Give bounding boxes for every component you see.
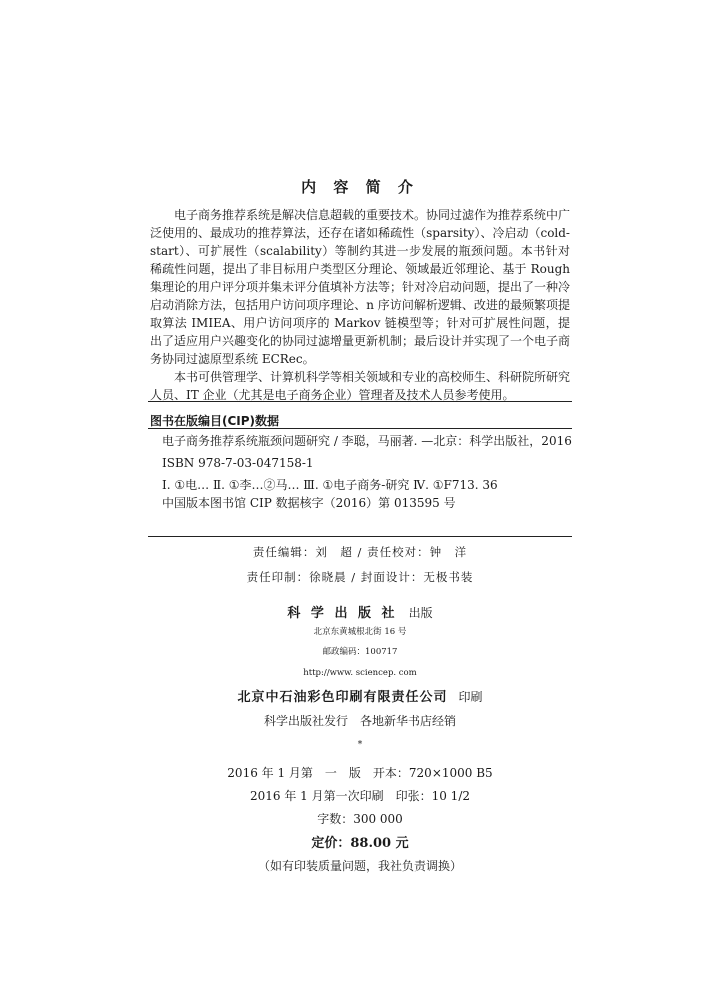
separator-asterisk: * — [357, 740, 363, 750]
distribution-line: 科学出版社发行 各地新华书店经销 — [263, 714, 456, 728]
cip-classification: Ⅰ. ①电… Ⅱ. ①李…②马… Ⅲ. ①电子商务-研究 Ⅳ. ①F713. 36 — [162, 478, 498, 492]
publisher-line — [0, 602, 720, 621]
divider-top — [148, 401, 572, 402]
printer-line — [0, 686, 720, 705]
cip-title-line: 电子商务推荐系统瓶颈问题研究 / 李聪，马丽著. —北京：科学出版社，2016 — [162, 434, 572, 448]
summary-paragraph-2: 本书可供管理学、计算机科学等相关领域和专业的高校师生、科研院所研究人员、IT 企业（尤其是电子商务企业）管理者及技术人员参考使用。 — [150, 370, 571, 402]
wordcount-line: 字数：300 000 — [317, 812, 403, 826]
cip-record-number: 中国版本图书馆 CIP 数据核字（2016）第 013595 号 — [162, 496, 456, 510]
printer-action: 印刷 — [458, 690, 483, 704]
printer-name: 北京中石油彩色印刷有限责任公司 — [237, 690, 448, 705]
cip-isbn: ISBN 978-7-03-047158-1 — [162, 456, 314, 470]
edition-line: 2016 年 1 月第 一 版 开本：720×1000 B5 — [227, 766, 493, 780]
summary-title: 内 容 简 介 — [301, 178, 419, 196]
divider-cip-head — [148, 428, 572, 429]
staff-line-production: 责任印制：徐晓晨 / 封面设计：无极书装 — [246, 570, 474, 584]
price-line: 定价：88.00 元 — [311, 836, 409, 851]
publisher-postcode: 邮政编码：100717 — [322, 647, 398, 657]
summary-paragraph-1: 电子商务推荐系统是解决信息超载的重要技术。协同过滤作为推荐系统中广泛使用的、最成功的推荐算法，还存在诸如稀疏性（sparsity）、冷启动（cold-start）、可扩展性（scalability）等制约其进一步发展的瓶颈问题。本书针对稀疏性问题，提出了非目标用户类型区分理论、领域最近邻理论、基于 Rough 集理论的用户评分项并集未评分值填补方法等；针对冷启动问题，提出了一种冷启动消除方法，包括用户访问项序理论、n 序访问解析逻辑、改进的最频繁项提取算法 IMIEA、用户访问项序的 Markov 链模型等；针对可扩展性问题，提出了适应用户兴趣变化的协同过滤增量更新机制；最后设计并实现了一个电子商务协同过滤原型系统 ECRec。 — [150, 208, 571, 366]
cip-block — [150, 432, 572, 512]
printing-line: 2016 年 1 月第一次印刷 印张：10 1/2 — [249, 789, 470, 803]
replacement-notice: （如有印装质量问题，我社负责调换） — [257, 859, 462, 873]
publisher-website: http://www. sciencep. com — [303, 668, 417, 678]
publisher-action: 出版 — [408, 606, 433, 620]
summary-body — [150, 206, 570, 404]
publisher-address: 北京东黄城根北街 16 号 — [313, 627, 407, 637]
cip-heading: 图书在版编目(CIP)数据 — [150, 414, 280, 428]
publisher-name: 科 学 出 版 社 — [287, 606, 398, 621]
staff-line-editors: 责任编辑：刘 超 / 责任校对：钟 洋 — [252, 545, 468, 559]
divider-cip-bottom — [148, 536, 572, 537]
